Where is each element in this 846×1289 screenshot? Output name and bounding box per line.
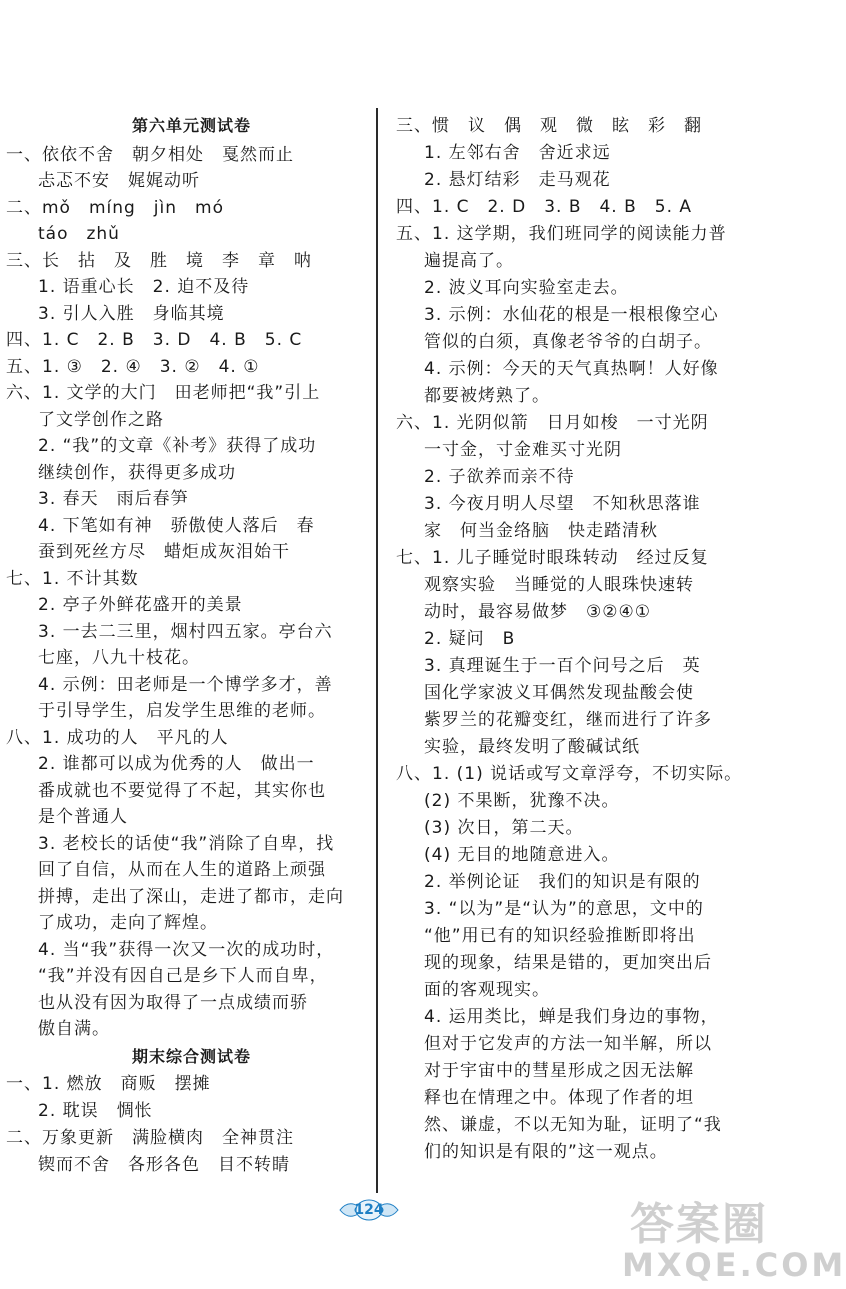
- answer-line: 锲而不舍 各形各色 目不转睛: [38, 1155, 290, 1175]
- answer-line: 但对于它发声的方法一知半解，所以: [424, 1034, 712, 1054]
- watermark-domain: MXQE.COM: [622, 1246, 846, 1284]
- answer-line: 回了自信，从而在人生的道路上顽强: [38, 860, 326, 880]
- column-divider: [376, 108, 378, 1193]
- answer-line: 现的现象，结果是错的，更加突出后: [424, 953, 712, 973]
- answer-line: 1. 左邻右舍 舍近求远: [424, 143, 611, 163]
- answer-line: 三、长 拈 及 胜 境 李 章 呐: [6, 251, 312, 271]
- answer-line: 2. 悬灯结彩 走马观花: [424, 170, 611, 190]
- answer-line: 2. 谁都可以成为优秀的人 做出一: [38, 754, 315, 774]
- answer-line: 蚕到死丝方尽 蜡炬成灰泪始干: [38, 542, 290, 562]
- answer-line: 四、1. C 2. B 3. D 4. B 5. C: [6, 330, 303, 350]
- answer-line: 三、惯 议 偶 观 微 眩 彩 翻: [396, 116, 702, 136]
- answer-line: 2. 亭子外鲜花盛开的美景: [38, 595, 243, 615]
- answer-line: 傲自满。: [38, 1019, 110, 1039]
- answer-line: 番成就也不要觉得了不起，其实你也: [38, 781, 326, 801]
- answer-line: (4) 无目的地随意进入。: [424, 845, 620, 865]
- final-test-title: 期末综合测试卷: [132, 1047, 252, 1066]
- answer-line: 一寸金，寸金难买寸光阴: [424, 440, 622, 460]
- unit6-test-title: 第六单元测试卷: [132, 116, 252, 135]
- answer-line: “他”用已有的知识经验推断即将出: [424, 926, 696, 946]
- answer-line: 2. 耽误 惆怅: [38, 1101, 153, 1121]
- answer-line: 五、1. 这学期，我们班同学的阅读能力普: [396, 224, 727, 244]
- answer-line: 一、依依不舍 朝夕相处 戛然而止: [6, 145, 294, 165]
- answer-line: 3. 老校长的话使“我”消除了自卑，找: [38, 834, 335, 854]
- answer-line: 管似的白须，真像老爷爷的白胡子。: [424, 332, 712, 352]
- answer-line: 3. 一去二三里，烟村四五家。亭台六: [38, 622, 333, 642]
- answer-line: 4. 当“我”获得一次又一次的成功时，: [38, 940, 335, 960]
- answer-line: “我”并没有因自己是乡下人而自卑，: [38, 966, 328, 986]
- watermark: [598, 1188, 846, 1289]
- answer-line: 4. 示例：今天的天气真热啊！人好像: [424, 359, 719, 379]
- answer-line: 遍提高了。: [424, 251, 514, 271]
- answer-line: 2. 举例论证 我们的知识是有限的: [424, 872, 701, 892]
- answer-line: 二、mǒ míng jìn mó: [6, 198, 224, 218]
- answer-line: 3. 引人入胜 身临其境: [38, 304, 225, 324]
- answer-line: 1. 语重心长 2. 迫不及待: [38, 277, 250, 297]
- answer-line: 继续创作，获得更多成功: [38, 463, 236, 483]
- answer-line: 七座，八九十枝花。: [38, 648, 200, 668]
- answer-line: 观察实验 当睡觉的人眼珠快速转: [424, 575, 694, 595]
- answer-line: 六、1. 文学的大门 田老师把“我”引上: [6, 383, 321, 403]
- answer-line: 于引导学生，启发学生思维的老师。: [38, 701, 326, 721]
- answer-line: 国化学家波义耳偶然发现盐酸会使: [424, 683, 694, 703]
- answer-line: 都要被烤熟了。: [424, 386, 550, 406]
- answer-line: (2) 不果断，犹豫不决。: [424, 791, 620, 811]
- answer-line: 2. “我”的文章《补考》获得了成功: [38, 436, 317, 456]
- answer-line: 2. 疑问 B: [424, 629, 516, 649]
- answer-line: 七、1. 不计其数: [6, 569, 139, 589]
- answer-line: 动时，最容易做梦 ③②④①: [424, 602, 651, 622]
- answer-line: 4. 示例：田老师是一个博学多才，善: [38, 675, 333, 695]
- answer-line: 八、1. 成功的人 平凡的人: [6, 728, 229, 748]
- answer-line: 2. 子欲养而亲不待: [424, 467, 575, 487]
- answer-line: 拼搏，走出了深山，走进了都市，走向: [38, 887, 344, 907]
- answer-line: 六、1. 光阴似箭 日月如梭 一寸光阴: [396, 413, 709, 433]
- watermark-text: 答案圈: [630, 1199, 768, 1250]
- answer-line: 二、万象更新 满脸横肉 全神贯注: [6, 1128, 294, 1148]
- page-number: 124: [338, 1196, 400, 1224]
- answer-line: 一、1. 燃放 商贩 摆摊: [6, 1074, 211, 1094]
- answer-line: 3. “以为”是“认为”的意思，文中的: [424, 899, 704, 919]
- answer-line: 忐忑不安 娓娓动听: [38, 171, 200, 191]
- answer-line: 4. 运用类比，蝉是我们身边的事物，: [424, 1007, 719, 1027]
- answer-line: 面的客观现实。: [424, 980, 550, 1000]
- answer-line: 实验，最终发明了酸碱试纸: [424, 737, 640, 757]
- answer-line: 3. 示例：水仙花的根是一根根像空心: [424, 305, 719, 325]
- answer-line: 4. 下笔如有神 骄傲使人落后 春: [38, 516, 315, 536]
- answer-line: 八、1. (1) 说话或写文章浮夸，不切实际。: [396, 764, 743, 784]
- answer-line: 对于宇宙中的彗星形成之因无法解: [424, 1061, 694, 1081]
- answer-line: táo zhǔ: [38, 224, 120, 244]
- answer-line: 家 何当金络脑 快走踏清秋: [424, 521, 658, 541]
- answer-line: 四、1. C 2. D 3. B 4. B 5. A: [396, 197, 693, 217]
- answer-line: 们的知识是有限的”这一观点。: [424, 1142, 668, 1162]
- answer-line: 释也在情理之中。体现了作者的坦: [424, 1088, 694, 1108]
- answer-line: 3. 春天 雨后春笋: [38, 489, 189, 509]
- answer-line: 然、谦虚，不以无知为耻，证明了“我: [424, 1115, 722, 1135]
- answer-line: 紫罗兰的花瓣变红，继而进行了许多: [424, 710, 712, 730]
- answer-line: 是个普通人: [38, 807, 128, 827]
- answer-line: 3. 今夜月明人尽望 不知秋思落谁: [424, 494, 701, 514]
- answer-line: 3. 真理诞生于一百个问号之后 英: [424, 656, 701, 676]
- answer-line: 七、1. 儿子睡觉时眼珠转动 经过反复: [396, 548, 709, 568]
- answer-line: 2. 波义耳向实验室走去。: [424, 278, 629, 298]
- answer-line: (3) 次日，第二天。: [424, 818, 584, 838]
- answer-line: 也从没有因为取得了一点成绩而骄: [38, 993, 308, 1013]
- answer-line: 了文学创作之路: [38, 410, 164, 430]
- answer-line: 了成功，走向了辉煌。: [38, 913, 218, 933]
- answer-line: 五、1. ③ 2. ④ 3. ② 4. ①: [6, 357, 260, 377]
